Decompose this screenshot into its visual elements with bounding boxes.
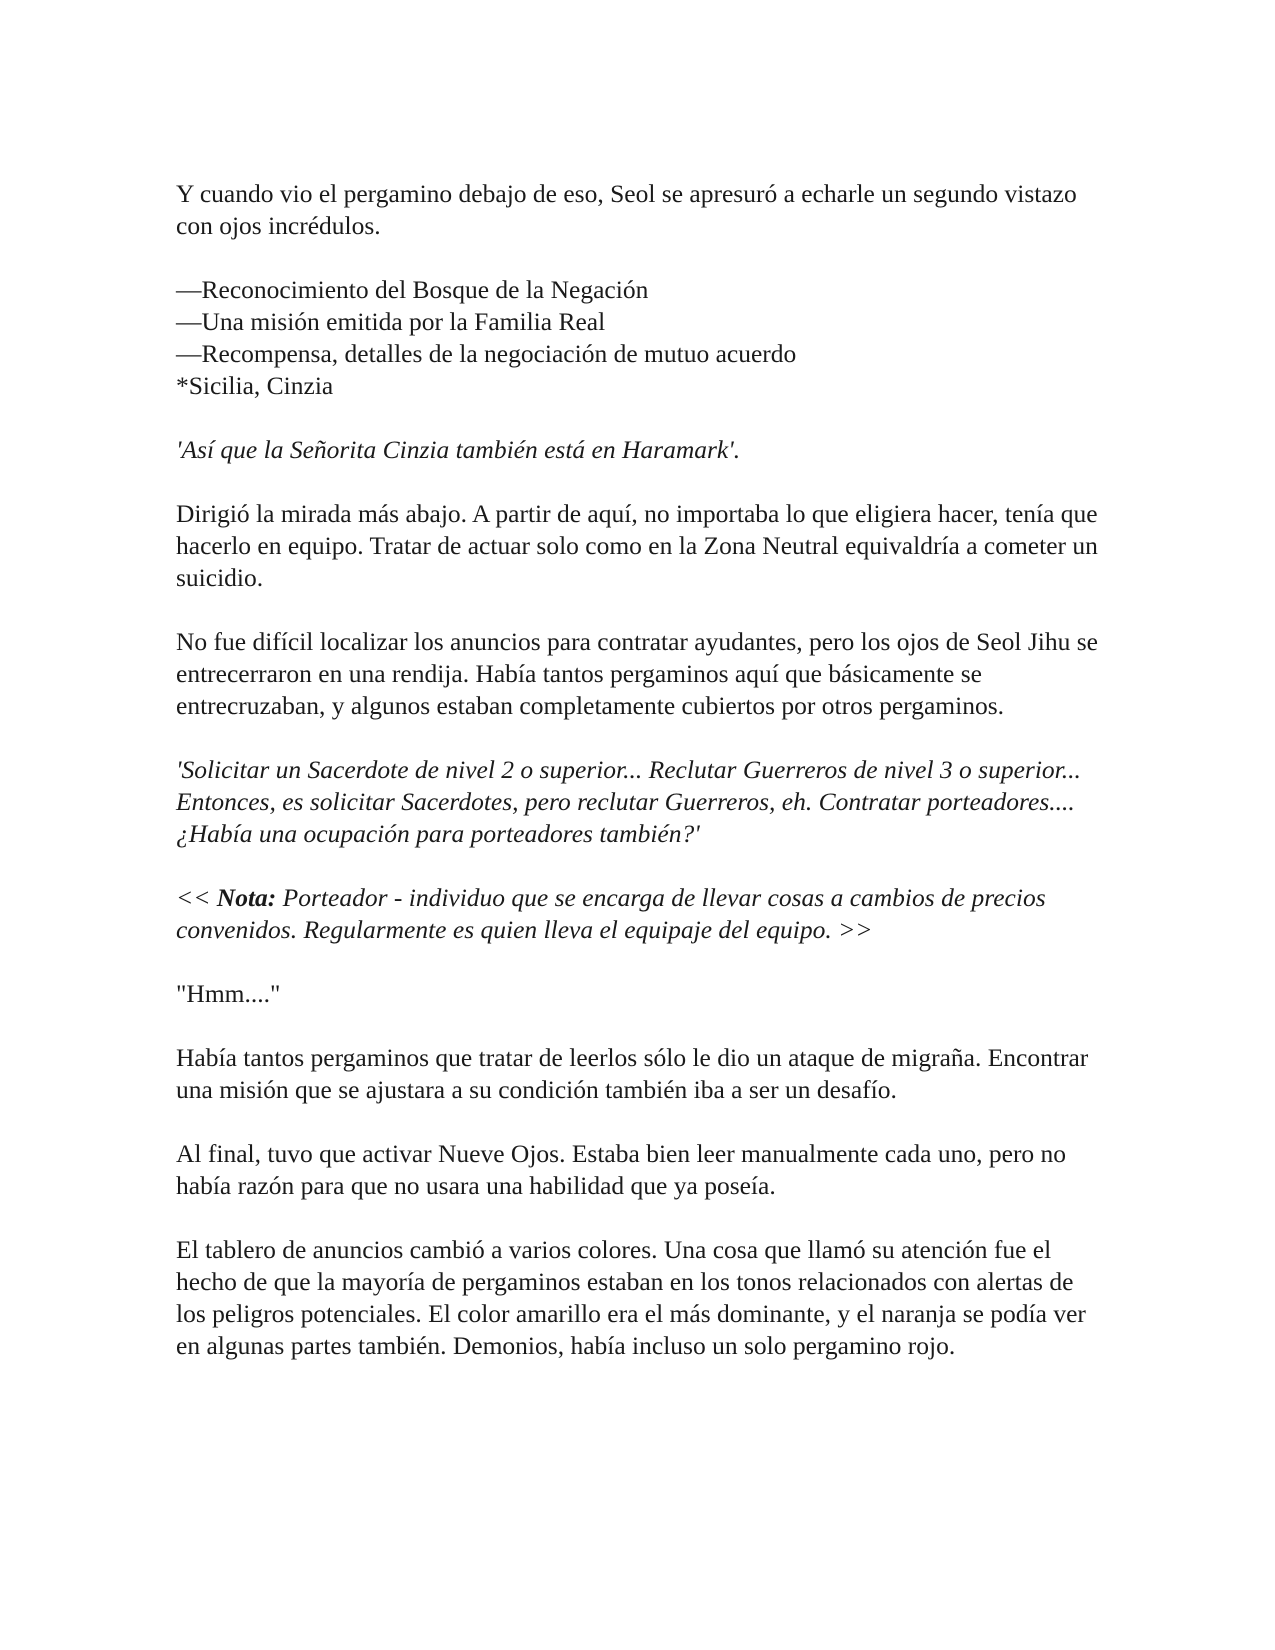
dialogue-hmm: "Hmm...." bbox=[176, 979, 281, 1008]
document-page bbox=[176, 178, 1106, 1394]
translator-note bbox=[176, 882, 1106, 946]
paragraph-4: Dirigió la mirada más abajo. A partir de aquí, no importaba lo que eligiera hacer, tenía que hacerlo en equipo. Tratar de actuar solo como en la Zona Neutral equivaldría a cometer un suicidio. bbox=[176, 499, 1098, 592]
paragraph-5: No fue difícil localizar los anuncios para contratar ayudantes, pero los ojos de Seol Jihu se entrecerraron en una rendija. Había tantos pergaminos aquí que básicamente se entrecruzaban, y algunos estaban completamente cubiertos por otros pergaminos. bbox=[176, 627, 1098, 720]
paragraph-9: Había tantos pergaminos que tratar de leerlos sólo le dio un ataque de migraña. Encontrar una misión que se ajustara a su condición también iba a ser un desafío. bbox=[176, 1043, 1089, 1104]
paragraph-1: Y cuando vio el pergamino debajo de eso, Seol se apresuró a echarle un segundo vistazo con ojos incrédulos. bbox=[176, 179, 1077, 240]
note-open: << bbox=[176, 883, 217, 912]
paragraph-10: Al final, tuvo que activar Nueve Ojos. Estaba bien leer manualmente cada uno, pero no había razón para que no usara una habilidad que ya poseía. bbox=[176, 1139, 1067, 1200]
notice-block bbox=[176, 274, 1106, 402]
notice-line-2: —Una misión emitida por la Familia Real bbox=[176, 307, 606, 336]
notice-line-1: —Reconocimiento del Bosque de la Negación bbox=[176, 275, 649, 304]
note-label: Nota: bbox=[216, 883, 277, 912]
thought-2: 'Solicitar un Sacerdote de nivel 2 o superior... Reclutar Guerreros de nivel 3 o superior... Entonces, es solicitar Sacerdotes, pero reclutar Guerreros, eh. Contratar porteadores.... ¿Había una ocupación para porteadores también?' bbox=[176, 755, 1081, 848]
note-text: Porteador - individuo que se encarga de llevar cosas a cambios de precios convenidos. Regularmente es quien lleva el equipaje del equipo. >> bbox=[176, 883, 1046, 944]
notice-line-3: —Recompensa, detalles de la negociación de mutuo acuerdo bbox=[176, 339, 797, 368]
thought-1: 'Así que la Señorita Cinzia también está en Haramark'. bbox=[176, 435, 741, 464]
paragraph-11: El tablero de anuncios cambió a varios colores. Una cosa que llamó su atención fue el hecho de que la mayoría de pergaminos estaban en los tonos relacionados con alertas de los peligros potenciales. El color amarillo era el más dominante, y el naranja se podía ver en algunas partes también. Demonios, había incluso un solo pergamino rojo. bbox=[176, 1235, 1086, 1360]
notice-line-4: *Sicilia, Cinzia bbox=[176, 371, 334, 400]
